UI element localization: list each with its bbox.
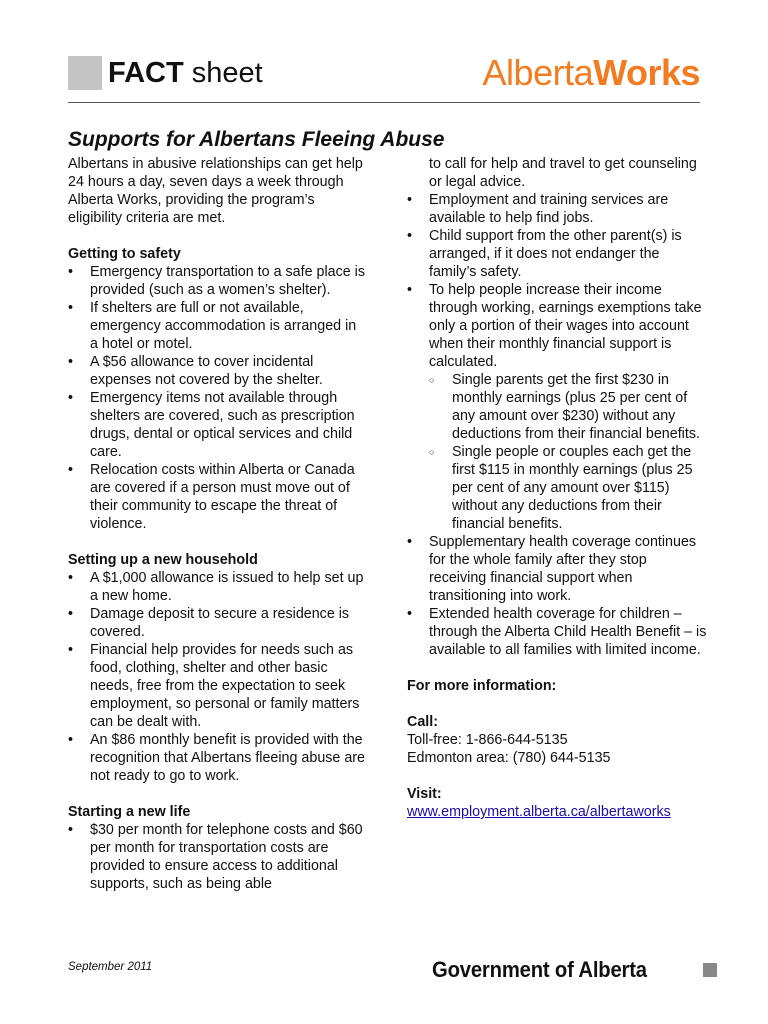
- government-logo-square: [703, 963, 717, 977]
- logo-works: Works: [593, 52, 700, 93]
- list-item: • To help people increase their income through working, earnings exemptions take only a portion of their wages into account when their monthly financial support is calculated.: [407, 281, 707, 371]
- right-column: [407, 155, 707, 821]
- section-heading-household: Setting up a new household: [68, 552, 258, 568]
- left-column: [68, 155, 368, 893]
- new-life-list-continued: [407, 191, 707, 371]
- list-item: • Supplementary health coverage continues for the whole family after they stop receiving financial support when transitioning into work.: [407, 533, 707, 605]
- toll-free-number: Toll-free: 1-866-644-5135: [407, 732, 568, 748]
- document-title: Supports for Albertans Fleeing Abuse: [68, 128, 445, 151]
- health-coverage-list: [407, 533, 707, 659]
- intro-paragraph: Albertans in abusive relationships can get help 24 hours a day, seven days a week through Alberta Works, providing the program’s eligibility criteria are met.: [68, 156, 363, 226]
- list-item: • A $56 allowance to cover incidental expenses not covered by the shelter.: [68, 353, 368, 389]
- sub-list-item: ○ Single parents get the first $230 in monthly earnings (plus 25 per cent of any amount over $230) without any deductions from their financial benefits.: [407, 371, 707, 443]
- list-item: • A $1,000 allowance is issued to help set up a new home.: [68, 569, 368, 605]
- list-item: • Financial help provides for needs such as food, clothing, shelter and other basic needs, free from the expectation to seek employment, so personal or family matters can be dealt with.: [68, 641, 368, 731]
- list-item: • Emergency items not available through shelters are covered, such as prescription drugs, dental or optical services and child care.: [68, 389, 368, 461]
- list-item: • An $86 monthly benefit is provided with the recognition that Albertans fleeing abuse are not ready to go to work.: [68, 731, 368, 785]
- fact-label: FACT: [108, 57, 184, 89]
- list-item: • Extended health coverage for children – through the Alberta Child Health Benefit – is available to all families with limited income.: [407, 605, 707, 659]
- alberta-works-logo: [483, 53, 700, 93]
- edmonton-number: Edmonton area: (780) 644-5135: [407, 750, 611, 766]
- new-life-list: [68, 821, 368, 893]
- sheet-label: sheet: [183, 57, 263, 89]
- list-item: • Emergency transportation to a safe place is provided (such as a women’s shelter).: [68, 263, 368, 299]
- list-item: • Relocation costs within Alberta or Canada are covered if a person must move out of their community to escape the threat of violence.: [68, 461, 368, 533]
- list-item: • If shelters are full or not available, emergency accommodation is arranged in a hotel or motel.: [68, 299, 368, 353]
- header-divider: [68, 102, 700, 103]
- sub-list-item: ○ Single people or couples each get the first $115 in monthly earnings (plus 25 per cent of any amount over $115) without any deductions from their financial benefits.: [407, 443, 707, 533]
- government-of-alberta-logo: Government of Alberta: [432, 957, 647, 982]
- list-item: • $30 per month for telephone costs and $60 per month for transportation costs are provided to ensure access to additional supports, such as being able: [68, 821, 368, 893]
- fact-sheet-heading: [108, 56, 263, 90]
- list-item: • Employment and training services are available to help find jobs.: [407, 191, 707, 227]
- list-item: • Damage deposit to secure a residence is covered.: [68, 605, 368, 641]
- publication-date: September 2011: [68, 961, 153, 973]
- safety-list: [68, 263, 368, 533]
- list-item-continuation: to call for help and travel to get counseling or legal advice.: [429, 156, 697, 190]
- header-square: [68, 56, 102, 90]
- website-link[interactable]: www.employment.alberta.ca/albertaworks: [407, 804, 671, 820]
- logo-alberta: Alberta: [482, 52, 594, 93]
- household-list: [68, 569, 368, 785]
- list-item: • Child support from the other parent(s) is arranged, if it does not endanger the family’s safety.: [407, 227, 707, 281]
- call-label: Call:: [407, 714, 438, 730]
- more-info-heading: For more information:: [407, 678, 557, 694]
- section-heading-safety: Getting to safety: [68, 246, 181, 262]
- visit-label: Visit:: [407, 786, 442, 802]
- section-heading-new-life: Starting a new life: [68, 804, 191, 820]
- earnings-exemption-sublist: [407, 371, 707, 533]
